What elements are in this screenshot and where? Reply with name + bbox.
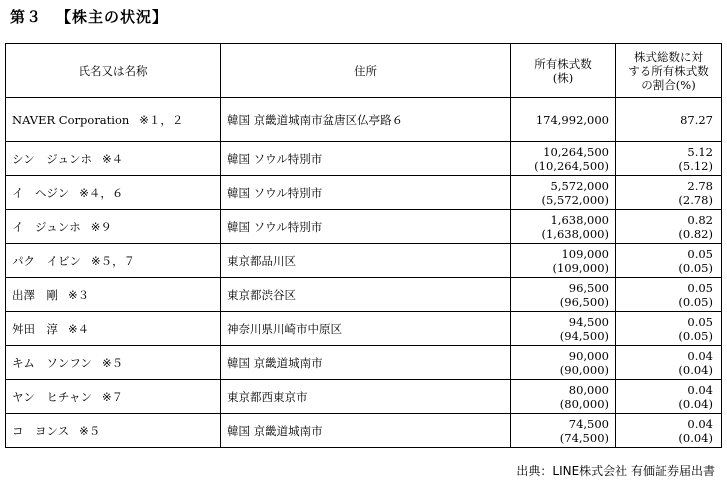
address-cell: 韓国 ソウル特別市 — [221, 142, 511, 176]
holder-note: ※４ — [101, 151, 124, 166]
header-ratio: 株式総数に対 する所有株式数 の割合(%) — [616, 44, 722, 98]
address-cell: 韓国 京畿道城南市 — [221, 346, 511, 380]
holder-note: ※９ — [90, 219, 112, 234]
table-row — [6, 380, 722, 414]
holder-note: ※５ — [101, 355, 124, 370]
address-cell: 韓国 京畿道城南市盆唐区仏亭路６ — [221, 98, 511, 142]
table-row — [6, 244, 722, 278]
address-cell: 東京都渋谷区 — [221, 278, 511, 312]
shares-cell: 1,638,000 (1,638,000) — [511, 210, 616, 244]
address-cell: 東京都品川区 — [221, 244, 511, 278]
table-row — [6, 210, 722, 244]
shares-cell: 74,500 (74,500) — [511, 414, 616, 448]
section-heading — [10, 6, 168, 27]
shares-cell: 174,992,000 — [511, 98, 616, 142]
ratio-cell: 87.27 — [616, 98, 722, 142]
holder-name-cell: シン ジュンホ ※４ — [6, 142, 221, 176]
shares-cell: 96,500 (96,500) — [511, 278, 616, 312]
ratio-cell: 5.12 (5.12) — [616, 142, 722, 176]
table-row — [6, 176, 722, 210]
holder-name-cell: ヤン ヒチャン ※７ — [6, 380, 221, 414]
shares-cell: 10,264,500 (10,264,500) — [511, 142, 616, 176]
shareholders-table — [5, 43, 722, 448]
section-number: 第３ — [10, 8, 43, 26]
address-cell: 神奈川県川崎市中原区 — [221, 312, 511, 346]
holder-name-cell: コ ヨンス ※５ — [6, 414, 221, 448]
ratio-cell: 0.04 (0.04) — [616, 380, 722, 414]
holder-name-cell: 出澤 剛 ※３ — [6, 278, 221, 312]
source-citation: 出典：LINE株式会社 有価証券届出書 — [516, 464, 715, 478]
header-name: 氏名又は名称 — [6, 44, 221, 98]
ratio-cell: 0.05 (0.05) — [616, 312, 722, 346]
ratio-cell: 2.78 (2.78) — [616, 176, 722, 210]
table-row — [6, 414, 722, 448]
ratio-cell: 0.82 (0.82) — [616, 210, 722, 244]
address-cell: 韓国 京畿道城南市 — [221, 414, 511, 448]
address-cell: 韓国 ソウル特別市 — [221, 210, 511, 244]
address-cell: 韓国 ソウル特別市 — [221, 176, 511, 210]
shares-cell: 80,000 (80,000) — [511, 380, 616, 414]
holder-name-cell: イ ジュンホ ※９ — [6, 210, 221, 244]
table-row — [6, 98, 722, 142]
holder-note: ※７ — [102, 389, 124, 404]
holder-name-cell: NAVER Corporation ※１，２ — [6, 98, 221, 142]
section-title: 【株主の状況】 — [56, 8, 169, 26]
holder-note: ※１，２ — [139, 112, 184, 127]
address-cell: 東京都西東京市 — [221, 380, 511, 414]
table-row — [6, 278, 722, 312]
holder-name-cell: イ ヘジン ※４，６ — [6, 176, 221, 210]
ratio-cell: 0.04 (0.04) — [616, 414, 722, 448]
header-shares: 所有株式数 (株) — [511, 44, 616, 98]
table-row — [6, 142, 722, 176]
holder-note: ※４ — [68, 321, 90, 336]
table-row — [6, 312, 722, 346]
holder-note: ※５，７ — [91, 253, 136, 268]
holder-note: ※５ — [79, 423, 101, 438]
shares-cell: 5,572,000 (5,572,000) — [511, 176, 616, 210]
ratio-cell: 0.04 (0.04) — [616, 346, 722, 380]
header-address: 住所 — [221, 44, 511, 98]
ratio-cell: 0.05 (0.05) — [616, 278, 722, 312]
table-header-row — [6, 44, 722, 98]
holder-note: ※４，６ — [79, 185, 124, 200]
holder-name-cell: 舛田 淳 ※４ — [6, 312, 221, 346]
holder-name-cell: キム ソンフン ※５ — [6, 346, 221, 380]
shares-cell: 109,000 (109,000) — [511, 244, 616, 278]
holder-note: ※３ — [68, 287, 90, 302]
shares-cell: 94,500 (94,500) — [511, 312, 616, 346]
ratio-cell: 0.05 (0.05) — [616, 244, 722, 278]
holder-name-cell: パク イビン ※５，７ — [6, 244, 221, 278]
shares-cell: 90,000 (90,000) — [511, 346, 616, 380]
table-row — [6, 346, 722, 380]
